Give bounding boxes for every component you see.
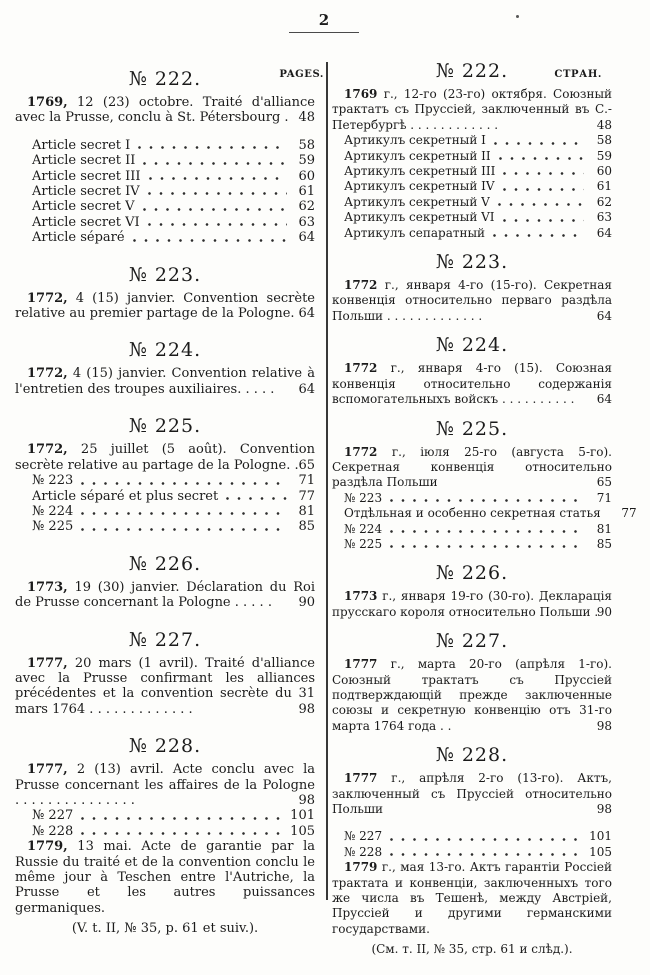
section-heading: № 224. [435, 334, 509, 357]
entry-year: 1779, [27, 839, 68, 855]
toc-subentry [32, 824, 315, 839]
section-heading: № 222. [435, 60, 509, 82]
toc-entry [332, 361, 612, 407]
dot-leader [503, 188, 584, 192]
subentry-label: № 223 [344, 490, 383, 505]
section-heading: № 223. [128, 263, 202, 286]
toc-entry [332, 278, 612, 324]
subentry-page-number: 85 [596, 536, 612, 551]
subentry-page-number: 71 [596, 490, 612, 505]
entry-text: г., мая 13-го. Актъ гарантіи Россіей трактата и конвенціи, заключенныхъ того же числа въ Тешенѣ, между Австріей, Пруссіей и другими германскими государствами. [332, 860, 612, 936]
entry-year: 1777 [344, 657, 378, 672]
subentry-label: № 225 [344, 536, 383, 551]
dot-leader [390, 499, 584, 503]
dot-leader [149, 177, 287, 181]
entry-page-number: 98 [596, 802, 612, 816]
toc-entry [15, 762, 315, 808]
subentry-page-number: 105 [589, 844, 612, 859]
toc-subentry [344, 829, 612, 844]
pages-column-label: PAGES. [279, 69, 324, 80]
entry-text: г., января 4-го (15-го). Секретная конвенція относительно перваго раздѣла Польши . . . . . . . . . . . . . [332, 278, 612, 323]
subentry-page-number: 81 [596, 521, 612, 536]
dot-leader [133, 239, 287, 243]
dot-leader [81, 482, 287, 486]
subentry-page-number: 59 [596, 148, 612, 163]
section-heading: № 227. [435, 630, 509, 653]
dot-leader [143, 208, 287, 212]
dot-leader [143, 162, 287, 166]
entry-text: г., января 19-го (30-го). Декларація прусскаго короля относительно Польши . [332, 589, 612, 619]
toc-subentry [32, 489, 315, 504]
subentry-page-number: 58 [596, 133, 612, 148]
entry-year: 1772, [27, 442, 68, 458]
entry-year: 1779 [344, 860, 378, 875]
subentry-page-number: 105 [290, 823, 315, 839]
toc-entry [15, 95, 315, 126]
entry-text: 19 (30) janvier. Déclaration du Roi de Prusse concernant la Pologne . . . . . [15, 579, 315, 611]
entry-year: 1769 [344, 87, 378, 101]
entry-page-number: 64 [596, 308, 612, 323]
reference-note: (См. т. II, № 35, стр. 61 и слѣд.). [371, 942, 573, 957]
entry-year: 1773, [27, 579, 68, 595]
toc-entry [15, 839, 315, 916]
dot-leader [493, 234, 584, 238]
dot-leader [390, 838, 584, 842]
subentry-label: Отдѣльная и особенно секретная статья [344, 506, 601, 521]
subentry-label: Артикулъ секретный II [344, 148, 491, 163]
subentry-page-number: 77 [621, 506, 637, 521]
subentry-label: Артикулъ секретный VI [344, 210, 495, 225]
subentry-label: Article secret V [32, 199, 135, 215]
section-heading: № 225. [435, 417, 509, 440]
toc-entry [15, 656, 315, 718]
subentry-label: Артикулъ сепаратный [344, 225, 486, 240]
subentry-list [15, 808, 315, 839]
dot-leader [503, 219, 584, 223]
subentry-page-number: 64 [596, 225, 612, 240]
subentry-page-number: 101 [290, 808, 315, 824]
toc-subentry [344, 179, 612, 194]
subentry-page-number: 60 [596, 164, 612, 179]
entry-page-number: 90 [298, 595, 315, 611]
entry-page-number: 98 [298, 701, 315, 717]
subentry-page-number: 60 [298, 168, 315, 184]
entry-year: 1777, [27, 762, 68, 778]
subentry-page-number: 61 [596, 179, 612, 194]
dot-leader [498, 203, 584, 207]
entry-year: 1772, [27, 290, 68, 306]
toc-subentry [344, 491, 612, 506]
section-heading: № 227. [128, 628, 202, 651]
entry-text: 13 mai. Acte de garantie par la Russie du traité et de la convention conclu le même jour à Teschen entre l'Autriche, la Prusse et les autres puissances germaniques. [15, 839, 315, 916]
dot-leader [494, 142, 584, 146]
dot-leader [81, 528, 287, 532]
entry-text: 12 (23) octobre. Traité d'alliance avec la Prusse, conclu à St. Pétersbourg . [15, 95, 315, 126]
subentry-label: Артикулъ секретный I [344, 133, 486, 148]
article-list [332, 133, 612, 241]
subentry-page-number: 62 [596, 194, 612, 209]
section-heading: № 224. [128, 339, 202, 362]
dot-leader [81, 512, 287, 516]
dot-leader [390, 853, 584, 857]
subentry-label: Article secret I [32, 137, 131, 153]
toc-subentry [344, 149, 612, 164]
dot-leader [138, 146, 287, 150]
entry-year: 1772 [344, 361, 378, 376]
subentry-label: № 224 [344, 521, 383, 536]
toc-subentry [32, 184, 315, 199]
left-column-french [15, 50, 324, 937]
reference-note: (V. t. II, № 35, p. 61 et suiv.). [71, 921, 259, 937]
toc-subentry [32, 215, 315, 230]
entry-page-number: 64 [596, 392, 612, 407]
entry-text: г., 12-го (23-го) октября. Союзный трактатъ съ Пруссіей, заключенный въ С.-Петербургѣ . . . . . . . . . . . . [332, 87, 612, 132]
dot-leader [390, 530, 584, 534]
entry-page-number: 48 [596, 117, 612, 132]
toc-entry [15, 291, 315, 322]
article-list [15, 138, 315, 246]
entry-page-number: 98 [298, 792, 315, 808]
subentry-page-number: 63 [596, 210, 612, 225]
subentry-label: Артикулъ секретный IV [344, 179, 495, 194]
entry-page-number: 64 [298, 381, 315, 397]
dot-leader [499, 157, 584, 161]
toc-entry [332, 860, 612, 937]
toc-subentry [344, 506, 637, 521]
entry-text: 25 juillet (5 août). Convention secrète relative au partage de la Pologne. . [15, 442, 315, 473]
subentry-label: № 225 [32, 519, 74, 535]
toc-subentry [32, 808, 315, 823]
entry-text: 20 mars (1 avril). Traité d'alliance avec la Prusse confirmant les alliances précédentes et la convention secrète du 31 mars 1764 . . . . . . . . . . . . . [15, 655, 315, 717]
toc-entry [15, 366, 315, 397]
dot-leader [148, 192, 287, 196]
entry-year: 1777, [27, 655, 68, 671]
subentry-label: Article secret VI [32, 214, 140, 230]
subentry-label: Article secret IV [32, 184, 140, 200]
entry-page-number: 90 [596, 604, 612, 619]
toc-subentry [344, 164, 612, 179]
toc-subentry [344, 210, 612, 225]
subentry-page-number: 58 [298, 137, 315, 153]
subentry-label: Article secret III [32, 168, 141, 184]
entry-text: г., января 4-го (15). Союзная конвенція относительно содержанія вспомогательныхъ войскъ . . . . . . . . . . [332, 361, 612, 407]
entry-year: 1772, [27, 366, 68, 382]
section-heading: № 228. [128, 735, 202, 758]
entry-year: 1773 [344, 589, 378, 604]
toc-subentry [344, 522, 612, 537]
entry-page-number: 65 [596, 475, 612, 490]
toc-subentry [32, 138, 315, 153]
toc-entry [15, 580, 315, 611]
dot-leader [148, 223, 287, 227]
subentry-label: № 228 [32, 823, 74, 839]
entry-text: г., марта 20-го (апрѣля 1-го). Союзный трактатъ съ Пруссіей подтверждающій прежде заключенные союзы и секретную конвенцію отъ 31-го марта 1764 года . . [332, 657, 612, 733]
subentry-label: Article séparé [32, 230, 125, 246]
subentry-label: Артикулъ секретный III [344, 164, 496, 179]
toc-subentry [344, 195, 612, 210]
toc-entry [332, 771, 612, 817]
toc-subentry [344, 133, 612, 148]
toc-entry [332, 445, 612, 491]
dot-leader [81, 817, 286, 821]
entry-year: 1777 [344, 771, 378, 786]
subentry-label: № 224 [32, 503, 74, 519]
entry-page-number: 98 [596, 718, 612, 733]
section-heading: № 226. [128, 552, 202, 575]
dot-leader [81, 832, 286, 836]
toc-subentry [32, 504, 315, 519]
column-divider-rule [326, 62, 328, 900]
subentry-label: № 227 [32, 808, 74, 824]
entry-year: 1772 [344, 444, 378, 459]
page-number: 2 [289, 11, 359, 33]
subentry-label: Артикулъ секретный V [344, 194, 490, 209]
toc-subentry [32, 153, 315, 168]
entry-year: 1772 [344, 278, 378, 293]
subentry-label: Article secret II [32, 153, 136, 169]
entry-text: 4 (15) janvier. Convention secrète relative au premier partage de la Pologne. [15, 290, 315, 322]
entry-text: 4 (15) janvier. Convention relative à l'entretien des troupes auxiliaires. . . . . [15, 366, 315, 397]
ink-speck [516, 15, 519, 18]
stran-column-label: СТРАН. [554, 69, 602, 80]
subentry-list [332, 829, 612, 860]
entry-page-number: 48 [298, 110, 315, 126]
subentry-page-number: 61 [298, 184, 315, 200]
entry-page-number: 65 [298, 457, 315, 473]
toc-entry [15, 442, 315, 473]
section-heading: № 226. [435, 562, 509, 585]
subentry-label: № 227 [344, 829, 383, 844]
toc-subentry [344, 537, 612, 552]
toc-subentry [32, 169, 315, 184]
toc-entry [332, 87, 612, 133]
toc-entry [332, 589, 612, 620]
entry-text: г., апрѣля 2-го (13-го). Актъ, заключенный съ Пруссіей относительно Польши [332, 771, 612, 816]
subentry-label: Article séparé et plus secret [32, 488, 219, 504]
toc-subentry [344, 845, 612, 860]
subentry-list [332, 490, 637, 553]
subentry-list [15, 473, 315, 535]
section-heading: № 222. [128, 68, 202, 90]
subentry-page-number: 59 [298, 153, 315, 169]
toc-subentry [32, 230, 315, 245]
section-heading: № 223. [435, 251, 509, 274]
subentry-page-number: 77 [298, 488, 315, 504]
subentry-page-number: 63 [298, 214, 315, 230]
toc-entry [332, 657, 612, 734]
subentry-page-number: 81 [298, 503, 315, 519]
section-heading: № 225. [128, 415, 202, 438]
dot-leader [390, 545, 584, 549]
toc-subentry [32, 199, 315, 214]
right-column-russian [332, 50, 637, 958]
entry-text: г., іюля 25-го (августа 5-го). Секретная конвенція относительно раздѣла Польши [332, 444, 612, 490]
subentry-page-number: 62 [298, 199, 315, 215]
entry-page-number: 64 [298, 306, 315, 322]
dot-leader [503, 172, 584, 176]
subentry-label: № 228 [344, 844, 383, 859]
subentry-page-number: 101 [589, 829, 612, 844]
entry-year: 1769, [27, 95, 68, 110]
subentry-page-number: 71 [298, 473, 315, 489]
toc-subentry [32, 473, 315, 488]
toc-subentry [344, 226, 612, 241]
section-heading: № 228. [435, 744, 509, 767]
subentry-page-number: 85 [298, 519, 315, 535]
entry-text: 2 (13) avril. Acte conclu avec la Prusse concernant les affaires de la Pologne . . . . . . . . . . . . . . . [15, 762, 315, 808]
toc-subentry [32, 519, 315, 534]
subentry-page-number: 64 [298, 230, 315, 246]
dot-leader [226, 497, 287, 501]
subentry-label: № 223 [32, 473, 74, 489]
